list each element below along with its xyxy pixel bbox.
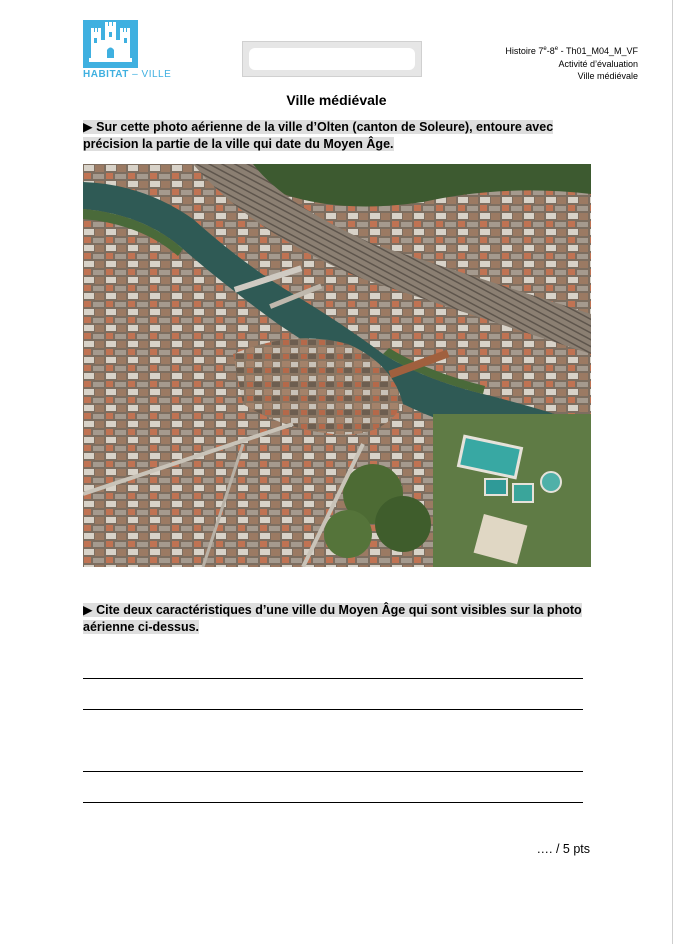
topic-label: Ville médiévale (577, 71, 638, 81)
castle-icon (83, 20, 138, 68)
answer-line-2[interactable] (83, 709, 583, 710)
question-2 (83, 602, 591, 636)
question-1 (83, 119, 591, 153)
habitat-ville-logo (83, 20, 183, 82)
arrow-marker-icon: ▶ (83, 603, 93, 617)
logo-wordmark: HABITAT – VILLE (83, 69, 172, 80)
score-points: …. / 5 pts (536, 842, 590, 856)
activity-type: Activité d’évaluation (558, 58, 638, 69)
name-field (249, 48, 415, 70)
aerial-photo-olten (83, 164, 591, 567)
document-header-info (505, 43, 638, 83)
course-code: Histoire 7e-8e - Th01_M04_M_VF (505, 46, 638, 56)
page-title: Ville médiévale (286, 92, 387, 108)
answer-line-1[interactable] (83, 678, 583, 679)
answer-line-3[interactable] (83, 771, 583, 772)
student-name-box[interactable] (242, 41, 422, 77)
arrow-marker-icon: ▶ (83, 120, 93, 134)
question-1-text: Sur cette photo aérienne de la ville d’Olten (canton de Soleure), entoure avec précision la partie de la ville qui date du Moyen Âge. (83, 120, 554, 151)
answer-line-4[interactable] (83, 802, 583, 803)
question-2-text: Cite deux caractéristiques d’une ville du Moyen Âge qui sont visibles sur la photo aérienne ci-dessus. (83, 603, 582, 634)
